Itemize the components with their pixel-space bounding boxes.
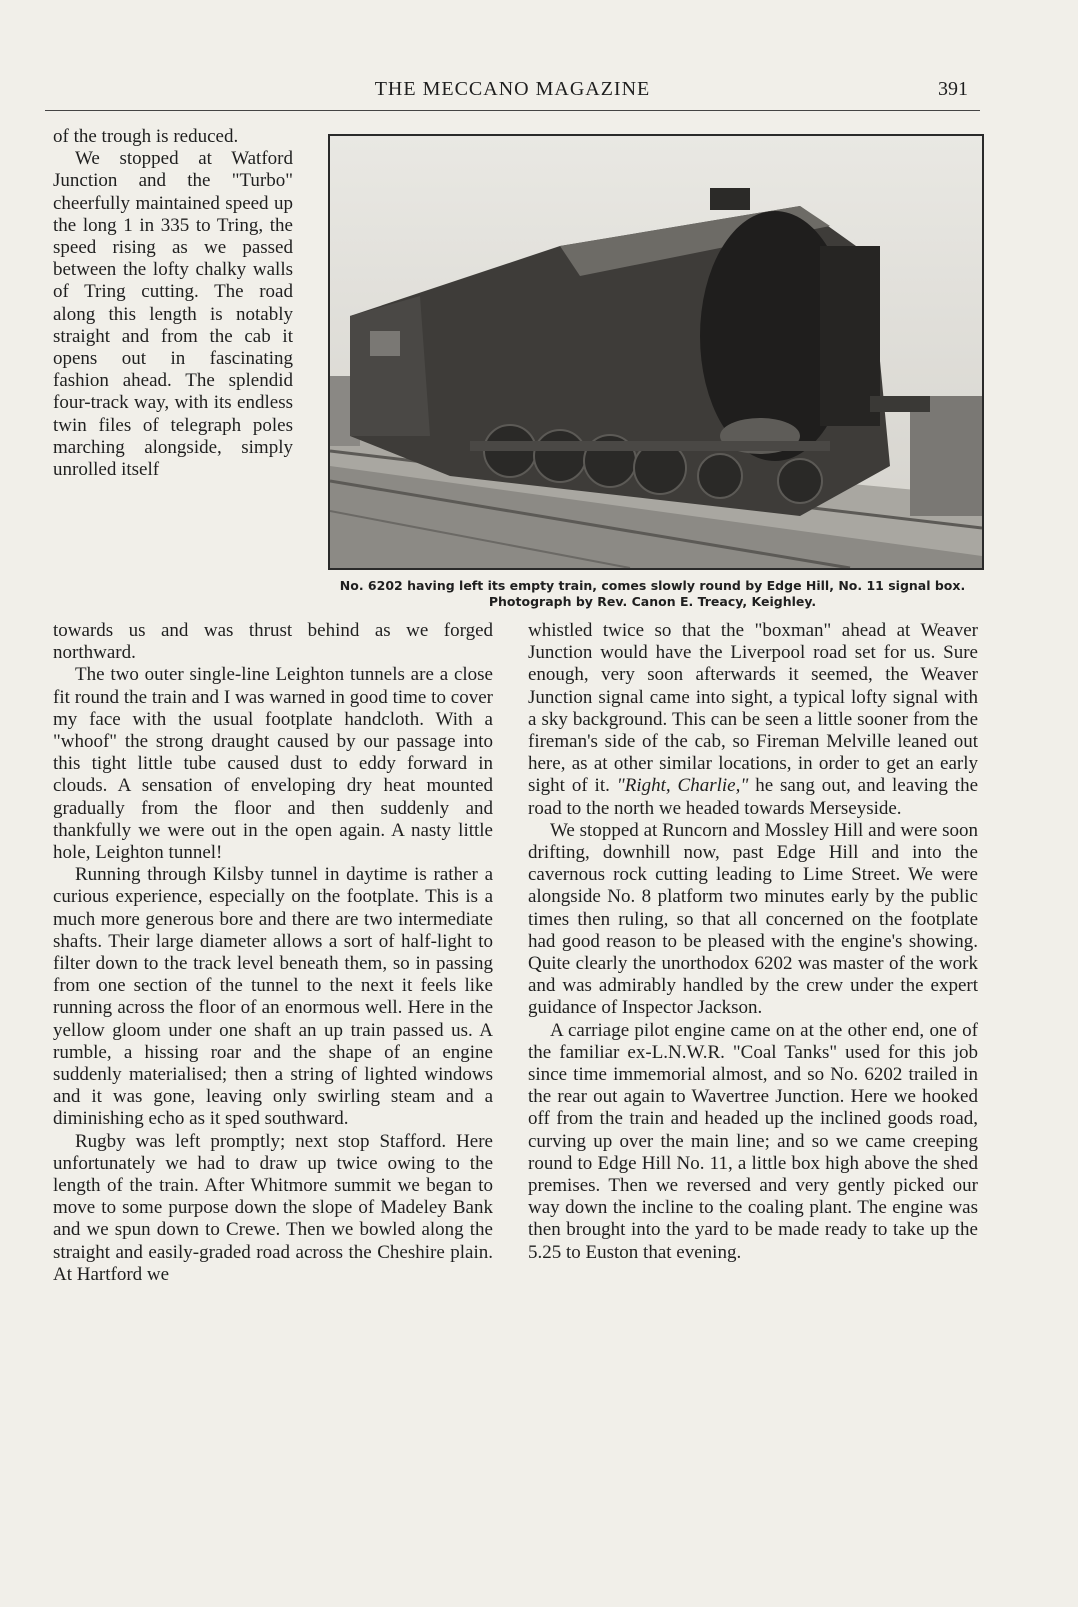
paragraph: towards us and was thrust behind as we forged northward.: [53, 620, 493, 664]
page-number: 391: [938, 78, 968, 100]
locomotive-photograph: [328, 134, 984, 570]
page-header: [45, 74, 980, 111]
photo-caption: No. 6202 having left its empty train, comes slowly round by Edge Hill, No. 11 signal box. Photograph by Rev. Canon E. Treacy, Keighley.: [339, 578, 966, 609]
text-run: he sang out, and leaving the road to the north we headed towards Merseyside.: [528, 775, 979, 819]
article-column-right: [528, 620, 978, 1264]
paragraph: [528, 620, 978, 820]
magazine-title: THE MECCANO MAGAZINE: [374, 78, 651, 100]
paragraph: The two outer single-line Leighton tunnels are a close fit round the train and I was warned in good time to cover my face with the usual footplate handcloth. With a "whoof" the strong draught caused by our passage into this tight little tube caused dust to eddy forward in clouds. A sensation of enveloping dry heat mounted gradually from the floor and then suddenly and thankfully we were out in the open again. A nasty little hole, Leighton tunnel!: [53, 664, 493, 864]
paragraph: of the trough is reduced.: [53, 126, 239, 147]
text-run: whistled twice so that the "boxman" ahead at Weaver Junction would have the Liverpool road set for us. Sure enough, very soon afterwards it seemed, the Weaver Junction signal came into sight, a typical lofty signal with a sky background. This can be seen a little sooner from the fireman's side of the cab, so Fireman Melville leaned out here, as at other similar locations, in order to get an early sight of it.: [528, 620, 978, 797]
paragraph: We stopped at Runcorn and Mossley Hill and were soon drifting, downhill now, past Edge Hill and into the cavernous rock cutting leading to Lime Street. We were alongside No. 8 platform two minutes early by the public times then ruling, so that all concerned on the footplate had good reason to be pleased with the engine's showing. Quite clearly the unorthodox 6202 was master of the work and was admirably handled by the crew under the expert guidance of Inspector Jackson.: [528, 819, 978, 1019]
paragraph: Rugby was left promptly; next stop Stafford. Here unfortunately we had to draw up twice owing to the length of the train. After Whitmore summit we began to move to some purpose down the slope of Madeley Bank and we spun down to Crewe. Then we bowled along the straight and easily-graded road across the Cheshire plain. At Hartford we: [53, 1130, 493, 1285]
article-column-left: [53, 620, 493, 1286]
paragraph: A carriage pilot engine came on at the other end, one of the familiar ex-L.N.W.R. "Coal Tanks" used for this job since time immemorial almost, and so No. 6202 trailed in the rear out again to Wavertree Junction. Here we hooked off from the train and headed up the inclined goods road, curving up over the main line; and so we came creeping round to Edge Hill No. 11, a little box high above the shed premises. Then we reversed and very gently picked our way down the incline to the coaling plant. The engine was then brought into the yard to be made ready to take up the 5.25 to Euston that evening.: [528, 1019, 978, 1263]
paragraph: We stopped at Watford Junction and the "Turbo" cheerfully maintained speed up the long 1 in 335 to Tring, the speed rising as we passed between the lofty chalky walls of Tring cutting. The road along this length is notably straight and from the cab it opens out in fascinating fashion ahead. The splendid four-track way, with its endless twin files of telegraph poles marching alongside, simply unrolled itself: [53, 148, 293, 481]
paragraph: Running through Kilsby tunnel in daytime is rather a curious experience, especially on the footplate. This is a much more generous bore and there are two intermediate shafts. Their large diameter allows a sort of half-light to filter down to the track level beneath them, so in passing from one section of the tunnel to the next it feels like running across the floor of an enormous well. Here in the yellow gloom under one shaft an up train passed us. A rumble, a hissing roar and the shape of an engine suddenly materialised; then a string of lighted windows and it was gone, leaving only swirling steam and a diminishing echo as it sped southward.: [53, 864, 493, 1130]
quoted-speech: "Right, Charlie,": [616, 775, 749, 797]
article-column-left-top: [53, 126, 293, 481]
